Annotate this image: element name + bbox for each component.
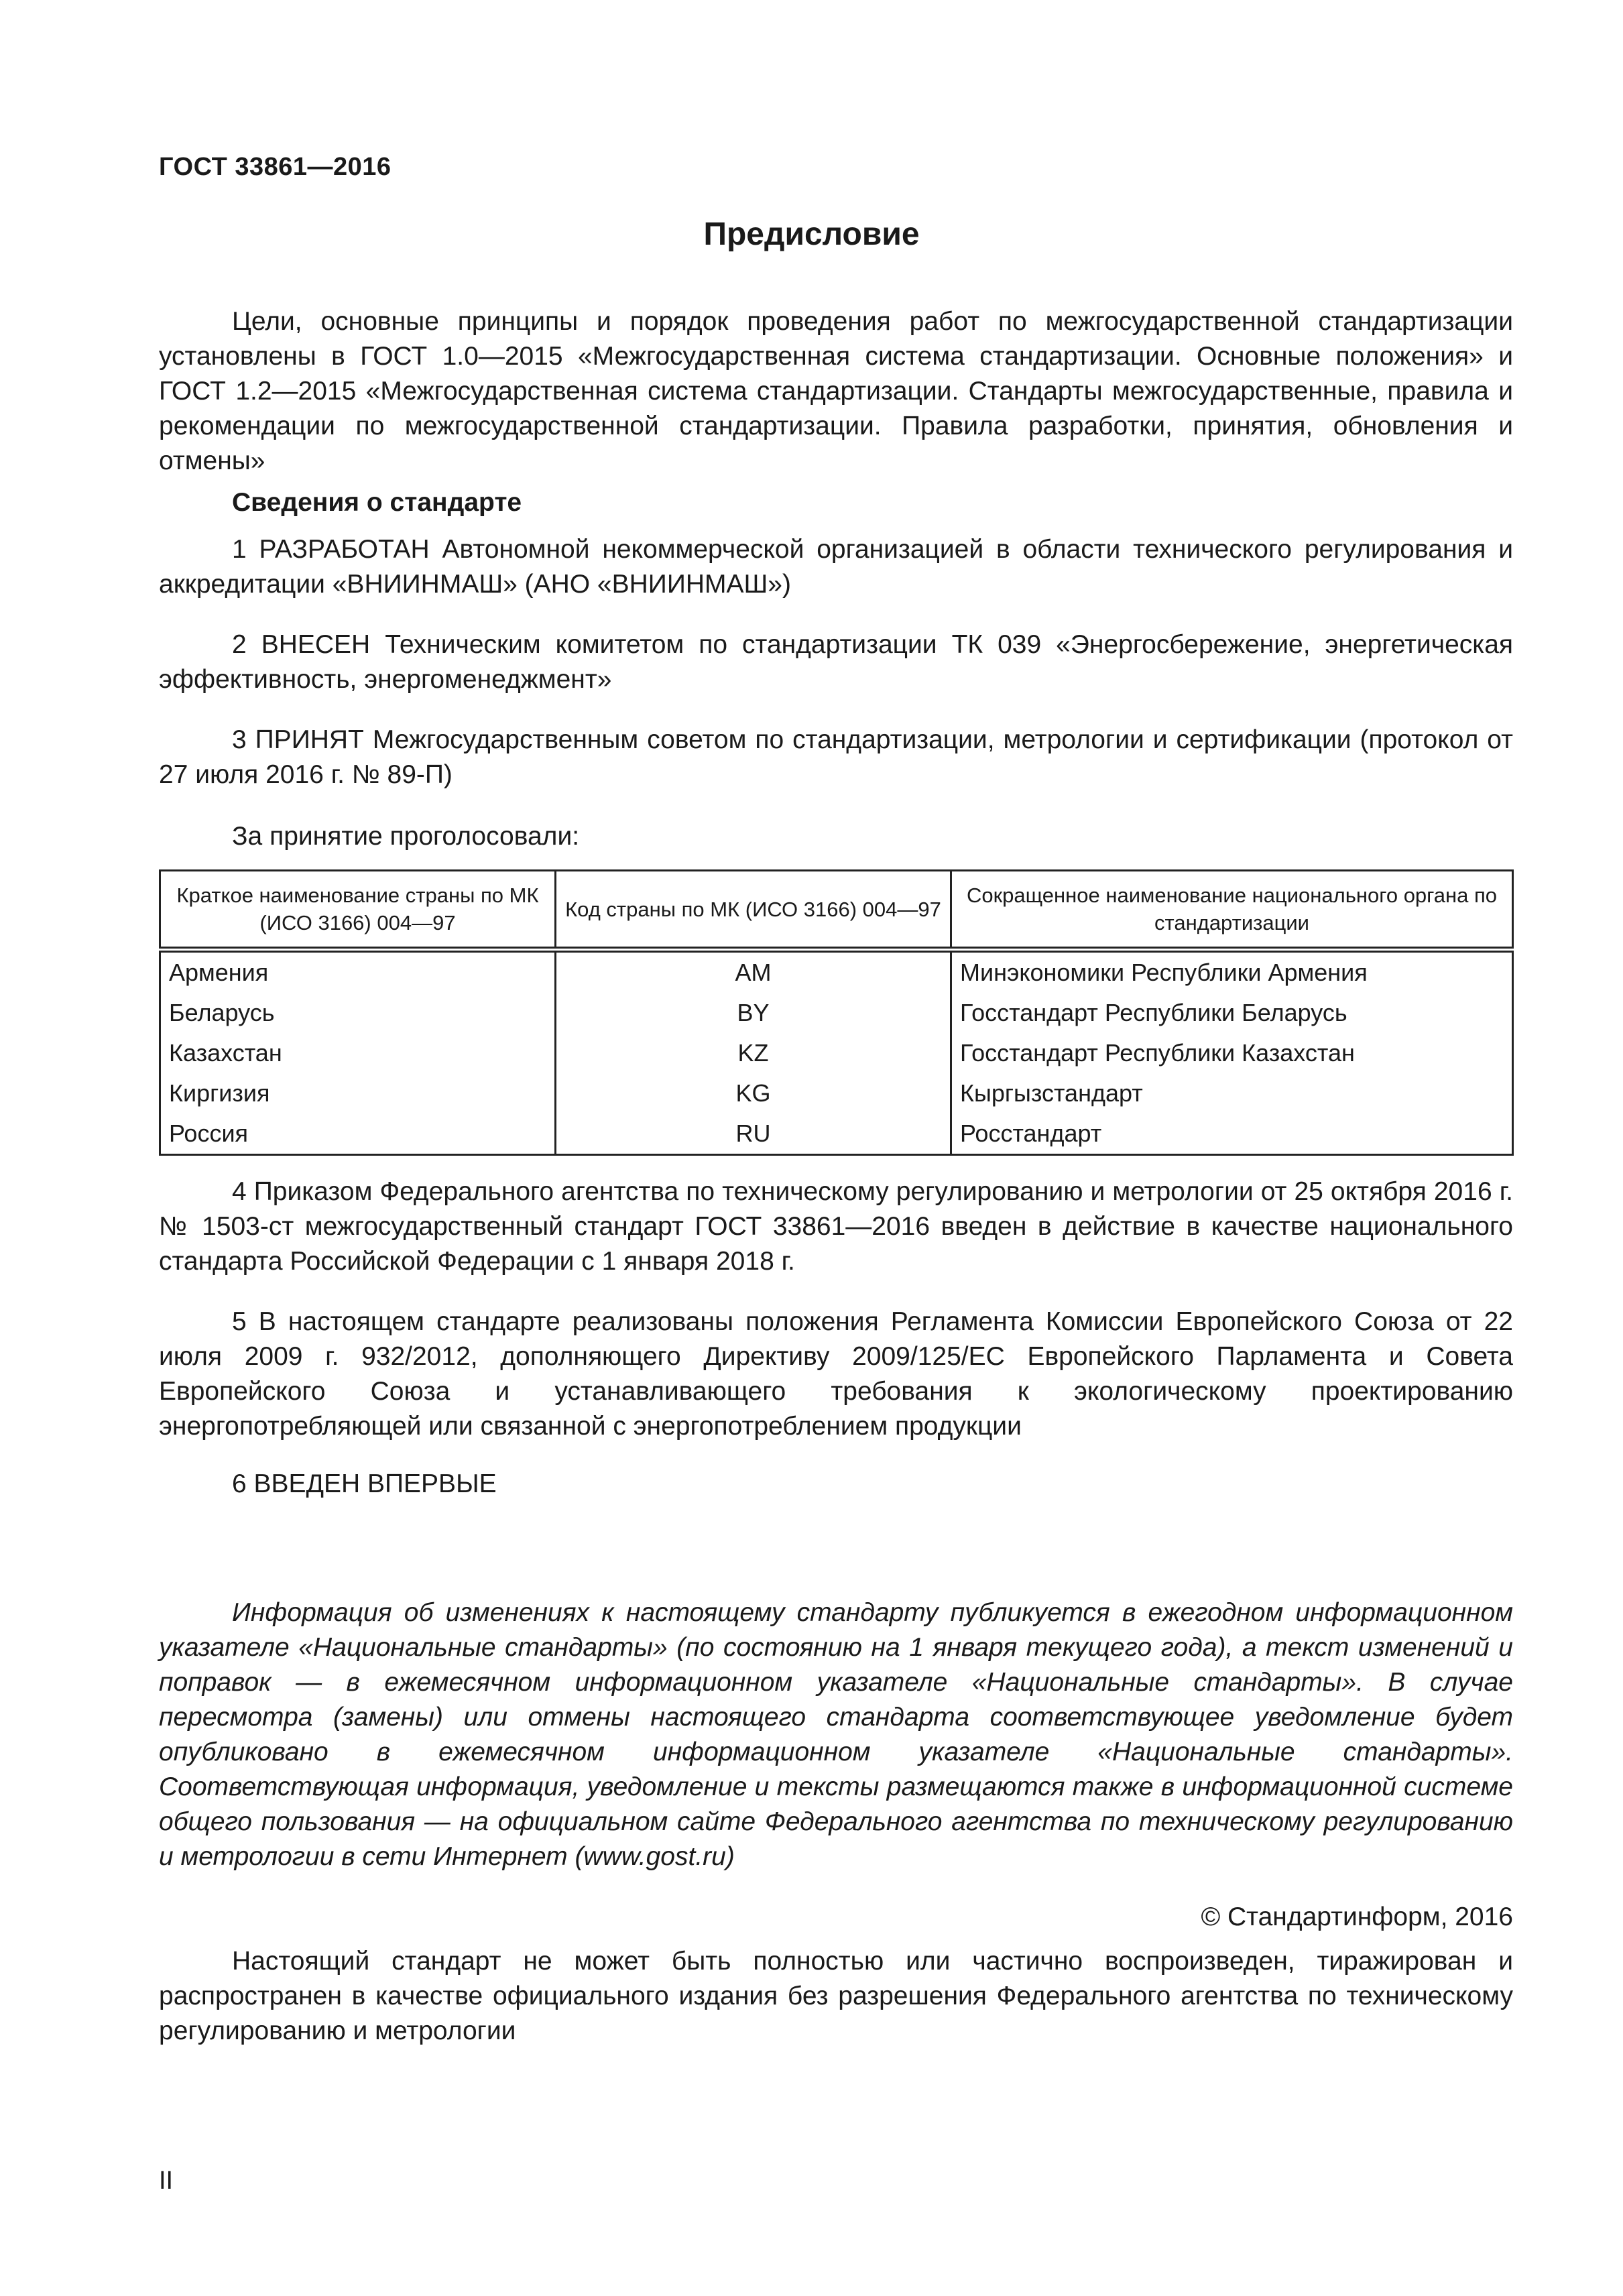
item-3-paragraph: 3 ПРИНЯТ Межгосударственным советом по стандартизации, метрологии и сертификации (протокол от 27 июля 2016 г. № 89-П) <box>159 725 1513 789</box>
item-1-paragraph: 1 РАЗРАБОТАН Автономной некоммерческой организацией в области технического регулирования и аккредитации «ВНИИНМАШ» (АНО «ВНИИНМАШ») <box>159 535 1513 599</box>
item-5-paragraph: 5 В настоящем стандарте реализованы положения Регламента Комиссии Европейского Союза от 22 июля 2009 г. 932/2012, дополняющего Директиву 2009/125/ЕС Европейского Парламента и Совета Европейского Союза и устанавливающего требования к экологическому проектированию энергопотребляющей или связанной с энергопотреблением продукции <box>159 1307 1513 1441</box>
table-cell-body: Госстандарт Республики Беларусь <box>951 993 1513 1033</box>
table-cell-code: BY <box>556 993 951 1033</box>
table-cell-body: Кыргызстандарт <box>951 1073 1513 1113</box>
table-header-country: Краткое наименование страны по МК (ИСО 3166) 004—97 <box>160 871 556 950</box>
table-row <box>160 1113 1513 1155</box>
table-cell-body: Минэкономики Республики Армения <box>951 950 1513 993</box>
notice-paragraph: Информация об изменениях к настоящему стандарту публикуется в ежегодном информационном указателе «Национальные стандарты» (по состоянию на 1 января текущего года), а текст изменений и поправок — в ежемесячном информационном указателе «Национальные стандарты». В случае пересмотра (замены) или отмены настоящего стандарта соответствующее уведомление будет опубликовано в ежемесячном информационном указателе «Национальные стандарты». Соответствующая информация, уведомление и тексты размещаются также в информационной системе общего пользования — на официальном сайте Федерального агентства по техническому регулированию и метрологии в сети Интернет (www.gost.ru) <box>159 1598 1513 1871</box>
restriction-paragraph: Настоящий стандарт не может быть полностью или частично воспроизведен, тиражирован и распространен в качестве официального издания без разрешения Федерального агентства по техническому регулированию и метрологии <box>159 1947 1513 2045</box>
table-cell-body: Росстандарт <box>951 1113 1513 1155</box>
vote-label: За принятие проголосовали: <box>232 822 580 851</box>
item-6-paragraph: 6 ВВЕДЕН ВПЕРВЫЕ <box>232 1469 497 1498</box>
table-cell-code: KZ <box>556 1033 951 1073</box>
table-cell-country: Беларусь <box>160 993 556 1033</box>
table-cell-code: AM <box>556 950 951 993</box>
section-subheading: Сведения о стандарте <box>232 488 522 517</box>
table-cell-country: Казахстан <box>160 1033 556 1073</box>
table-row <box>160 1033 1513 1073</box>
copyright: © Стандартинформ, 2016 <box>1201 1902 1513 1931</box>
table-row <box>160 1073 1513 1113</box>
table-header-code: Код страны по МК (ИСО 3166) 004—97 <box>556 871 951 950</box>
item-2-paragraph: 2 ВНЕСЕН Техническим комитетом по стандартизации ТК 039 «Энергосбережение, энергетическая эффективность, энергоменеджмент» <box>159 630 1513 694</box>
table-cell-code: KG <box>556 1073 951 1113</box>
table-cell-body: Госстандарт Республики Казахстан <box>951 1033 1513 1073</box>
item-4-paragraph: 4 Приказом Федерального агентства по техническому регулированию и метрологии от 25 октября 2016 г. № 1503-ст межгосударственный стандарт ГОСТ 33861—2016 введен в действие в качестве национального стандарта Российской Федерации с 1 января 2018 г. <box>159 1177 1513 1276</box>
table-cell-country: Армения <box>160 950 556 993</box>
voting-table <box>159 869 1514 1156</box>
intro-paragraph: Цели, основные принципы и порядок проведения работ по межгосударственной стандартизации установлены в ГОСТ 1.0—2015 «Межгосударственная система стандартизации. Основные положения» и ГОСТ 1.2—2015 «Межгосударственная система стандартизации. Стандарты межгосударственные, правила и рекомендации по межгосударственной стандартизации. Правила разработки, принятия, обновления и отмены» <box>159 307 1513 475</box>
table-cell-country: Россия <box>160 1113 556 1155</box>
table-row <box>160 993 1513 1033</box>
table-header-row <box>160 871 1513 950</box>
page-title: Предисловие <box>703 217 920 252</box>
table-cell-code: RU <box>556 1113 951 1155</box>
table-cell-country: Киргизия <box>160 1073 556 1113</box>
document-code: ГОСТ 33861—2016 <box>159 153 392 181</box>
table-header-body: Сокращенное наименование национального органа по стандартизации <box>951 871 1513 950</box>
table-row <box>160 950 1513 993</box>
page-number: II <box>159 2167 174 2195</box>
